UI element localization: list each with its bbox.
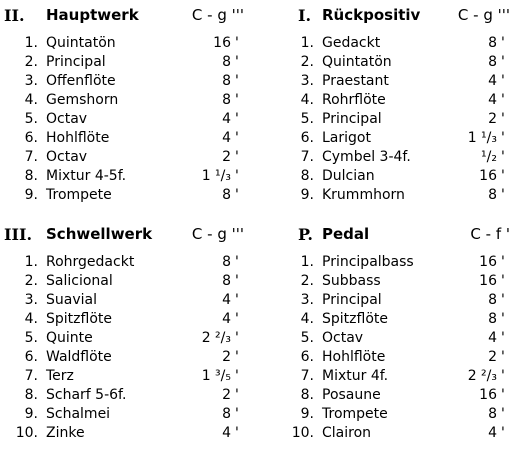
stop-name: Posaune bbox=[322, 387, 381, 403]
stop-pitch: 2 bbox=[488, 111, 497, 127]
stop-foot-mark: ' bbox=[235, 292, 239, 308]
stop-pitch: 8 bbox=[488, 311, 497, 327]
stop-number: 5. bbox=[300, 330, 314, 346]
stop-foot-mark: ' bbox=[235, 349, 239, 365]
stop-foot-mark: ' bbox=[235, 35, 239, 51]
division-rueckpositiv bbox=[274, 6, 516, 206]
stop-row bbox=[274, 291, 516, 310]
stop-name: Trompete bbox=[322, 406, 388, 422]
stop-pitch: 8 bbox=[222, 54, 231, 70]
stop-row bbox=[0, 186, 250, 205]
division-header bbox=[0, 6, 250, 25]
stop-row bbox=[274, 34, 516, 53]
division-hauptwerk bbox=[0, 6, 250, 206]
stop-number: 9. bbox=[300, 406, 314, 422]
stop-pitch: 8 bbox=[222, 73, 231, 89]
stop-foot-mark: ' bbox=[501, 35, 505, 51]
stop-name: Salicional bbox=[46, 273, 113, 289]
stop-pitch: 16 bbox=[479, 387, 497, 403]
stop-foot-mark: ' bbox=[501, 54, 505, 70]
stop-row bbox=[274, 272, 516, 291]
stop-foot-mark: ' bbox=[235, 187, 239, 203]
stop-row bbox=[0, 91, 250, 110]
stop-foot-mark: ' bbox=[501, 425, 505, 441]
stop-row bbox=[274, 310, 516, 329]
stop-name: Rohrflöte bbox=[322, 92, 386, 108]
stop-number: 8. bbox=[300, 168, 314, 184]
stop-pitch: 4 bbox=[488, 92, 497, 108]
stop-name: Principal bbox=[322, 292, 382, 308]
stop-row bbox=[0, 386, 250, 405]
division-numeral: II. bbox=[4, 6, 25, 25]
stop-name: Clairon bbox=[322, 425, 372, 441]
division-header bbox=[0, 225, 250, 244]
stop-name: Quintatön bbox=[322, 54, 392, 70]
stop-row bbox=[274, 253, 516, 272]
stop-pitch: 1 ³/₅ bbox=[201, 368, 231, 384]
stop-number: 6. bbox=[300, 349, 314, 365]
stop-foot-mark: ' bbox=[501, 254, 505, 270]
stop-number: 6. bbox=[300, 130, 314, 146]
stop-foot-mark: ' bbox=[235, 54, 239, 70]
stop-number: 1. bbox=[300, 35, 314, 51]
stop-name: Dulcian bbox=[322, 168, 375, 184]
stop-pitch: 16 bbox=[479, 254, 497, 270]
stop-name: Quintatön bbox=[46, 35, 116, 51]
stop-pitch: 8 bbox=[222, 187, 231, 203]
stop-row bbox=[274, 424, 516, 443]
division-name: Rückpositiv bbox=[322, 6, 421, 24]
stop-name: Spitzflöte bbox=[322, 311, 388, 327]
stop-foot-mark: ' bbox=[235, 73, 239, 89]
division-range: C - g ''' bbox=[191, 225, 244, 243]
stop-foot-mark: ' bbox=[235, 130, 239, 146]
stop-number: 9. bbox=[24, 187, 38, 203]
stop-name: Cymbel 3-4f. bbox=[322, 149, 411, 165]
stop-foot-mark: ' bbox=[501, 149, 505, 165]
stop-foot-mark: ' bbox=[235, 425, 239, 441]
stop-pitch: 16 bbox=[213, 35, 231, 51]
stop-foot-mark: ' bbox=[501, 311, 505, 327]
stop-name: Principal bbox=[322, 111, 382, 127]
stop-foot-mark: ' bbox=[501, 330, 505, 346]
stop-name: Hohlflöte bbox=[322, 349, 386, 365]
stop-foot-mark: ' bbox=[235, 273, 239, 289]
stop-number: 9. bbox=[300, 187, 314, 203]
stop-name: Scharf 5-6f. bbox=[46, 387, 127, 403]
stop-number: 4. bbox=[300, 92, 314, 108]
stop-pitch: 8 bbox=[222, 273, 231, 289]
division-schwellwerk bbox=[0, 225, 250, 445]
stop-number: 7. bbox=[300, 368, 314, 384]
stop-row bbox=[274, 72, 516, 91]
stop-row bbox=[0, 310, 250, 329]
division-name: Pedal bbox=[322, 225, 370, 243]
division-name: Schwellwerk bbox=[46, 225, 153, 243]
stop-row bbox=[274, 367, 516, 386]
stop-number: 2. bbox=[300, 273, 314, 289]
stop-pitch: 4 bbox=[222, 425, 231, 441]
stop-pitch: 1 ¹/₃ bbox=[201, 168, 231, 184]
stop-number: 3. bbox=[24, 73, 38, 89]
stop-row bbox=[0, 253, 250, 272]
stop-foot-mark: ' bbox=[501, 292, 505, 308]
stop-pitch: 8 bbox=[488, 292, 497, 308]
stop-foot-mark: ' bbox=[235, 330, 239, 346]
stop-number: 1. bbox=[24, 254, 38, 270]
stop-name: Hohlflöte bbox=[46, 130, 110, 146]
stop-name: Suavial bbox=[46, 292, 97, 308]
stop-foot-mark: ' bbox=[501, 187, 505, 203]
stop-name: Trompete bbox=[46, 187, 112, 203]
stop-number: 3. bbox=[300, 73, 314, 89]
stop-name: Schalmei bbox=[46, 406, 111, 422]
stop-row bbox=[0, 405, 250, 424]
stop-name: Principalbass bbox=[322, 254, 414, 270]
stop-pitch: 8 bbox=[488, 406, 497, 422]
stop-number: 6. bbox=[24, 349, 38, 365]
stop-foot-mark: ' bbox=[501, 368, 505, 384]
stop-foot-mark: ' bbox=[235, 111, 239, 127]
stop-number: 1. bbox=[300, 254, 314, 270]
stop-pitch: 2 bbox=[488, 349, 497, 365]
stop-foot-mark: ' bbox=[501, 130, 505, 146]
stop-row bbox=[0, 53, 250, 72]
stop-pitch: 16 bbox=[479, 273, 497, 289]
division-header bbox=[274, 225, 516, 244]
stop-name: Krummhorn bbox=[322, 187, 405, 203]
stop-name: Larigot bbox=[322, 130, 371, 146]
stop-number: 1. bbox=[24, 35, 38, 51]
stop-pitch: 2 bbox=[222, 387, 231, 403]
stop-foot-mark: ' bbox=[501, 92, 505, 108]
stop-foot-mark: ' bbox=[235, 254, 239, 270]
stop-row bbox=[0, 72, 250, 91]
stop-row bbox=[0, 148, 250, 167]
stop-name: Offenflöte bbox=[46, 73, 116, 89]
stop-pitch: 4 bbox=[488, 425, 497, 441]
stop-pitch: 4 bbox=[222, 311, 231, 327]
stop-number: 2. bbox=[24, 54, 38, 70]
stop-row bbox=[274, 167, 516, 186]
stop-number: 4. bbox=[24, 311, 38, 327]
stop-number: 8. bbox=[300, 387, 314, 403]
stop-name: Octav bbox=[46, 149, 88, 165]
stop-name: Praestant bbox=[322, 73, 389, 89]
stop-pitch: ¹/₂ bbox=[481, 149, 497, 165]
stop-pitch: 2 bbox=[222, 349, 231, 365]
stop-row bbox=[274, 348, 516, 367]
stop-row bbox=[0, 367, 250, 386]
stop-name: Terz bbox=[46, 368, 74, 384]
stop-foot-mark: ' bbox=[501, 349, 505, 365]
stop-name: Quinte bbox=[46, 330, 93, 346]
stop-foot-mark: ' bbox=[235, 406, 239, 422]
stop-name: Zinke bbox=[46, 425, 85, 441]
stop-number: 8. bbox=[24, 387, 38, 403]
stop-foot-mark: ' bbox=[235, 92, 239, 108]
stop-number: 2. bbox=[24, 273, 38, 289]
division-numeral: III. bbox=[4, 225, 33, 244]
stop-number: 3. bbox=[24, 292, 38, 308]
stop-row bbox=[0, 34, 250, 53]
stop-foot-mark: ' bbox=[501, 111, 505, 127]
division-header bbox=[274, 6, 516, 25]
stop-row bbox=[274, 129, 516, 148]
stop-row bbox=[0, 291, 250, 310]
stop-row bbox=[274, 91, 516, 110]
stop-number: 10. bbox=[15, 425, 38, 441]
stop-row bbox=[274, 186, 516, 205]
stop-foot-mark: ' bbox=[501, 73, 505, 89]
stop-number: 7. bbox=[24, 149, 38, 165]
division-pedal bbox=[274, 225, 516, 445]
stop-row bbox=[274, 110, 516, 129]
stop-name: Mixtur 4-5f. bbox=[46, 168, 127, 184]
stop-row bbox=[274, 386, 516, 405]
stop-pitch: 4 bbox=[222, 111, 231, 127]
stop-row bbox=[274, 53, 516, 72]
stop-name: Waldflöte bbox=[46, 349, 112, 365]
stop-row bbox=[0, 329, 250, 348]
stop-number: 2. bbox=[300, 54, 314, 70]
stop-foot-mark: ' bbox=[235, 168, 239, 184]
stop-pitch: 4 bbox=[488, 73, 497, 89]
stop-pitch: 8 bbox=[222, 92, 231, 108]
stop-name: Subbass bbox=[322, 273, 381, 289]
stop-row bbox=[0, 348, 250, 367]
stop-foot-mark: ' bbox=[501, 387, 505, 403]
stop-pitch: 8 bbox=[488, 54, 497, 70]
stop-pitch: 2 ²/₃ bbox=[467, 368, 497, 384]
stop-foot-mark: ' bbox=[501, 168, 505, 184]
division-numeral: I. bbox=[298, 6, 312, 25]
stop-row bbox=[274, 148, 516, 167]
division-range: C - g ''' bbox=[191, 6, 244, 24]
stop-number: 9. bbox=[24, 406, 38, 422]
division-name: Hauptwerk bbox=[46, 6, 139, 24]
stop-foot-mark: ' bbox=[235, 387, 239, 403]
stop-pitch: 2 bbox=[222, 149, 231, 165]
stop-name: Rohrgedackt bbox=[46, 254, 135, 270]
stop-row bbox=[0, 424, 250, 443]
stop-pitch: 16 bbox=[479, 168, 497, 184]
stop-number: 4. bbox=[300, 311, 314, 327]
stop-number: 7. bbox=[24, 368, 38, 384]
stop-number: 5. bbox=[24, 330, 38, 346]
stop-name: Mixtur 4f. bbox=[322, 368, 389, 384]
stop-name: Spitzflöte bbox=[46, 311, 112, 327]
stop-pitch: 4 bbox=[222, 130, 231, 146]
stop-row bbox=[0, 129, 250, 148]
stop-pitch: 1 ¹/₃ bbox=[467, 130, 497, 146]
stop-name: Gemshorn bbox=[46, 92, 119, 108]
stop-number: 4. bbox=[24, 92, 38, 108]
stop-foot-mark: ' bbox=[501, 406, 505, 422]
stop-pitch: 8 bbox=[222, 406, 231, 422]
stop-pitch: 8 bbox=[488, 35, 497, 51]
stop-pitch: 2 ²/₃ bbox=[201, 330, 231, 346]
division-numeral: P. bbox=[298, 225, 313, 244]
stop-name: Octav bbox=[46, 111, 88, 127]
stop-foot-mark: ' bbox=[235, 149, 239, 165]
stop-number: 6. bbox=[24, 130, 38, 146]
stop-foot-mark: ' bbox=[501, 273, 505, 289]
stop-number: 10. bbox=[291, 425, 314, 441]
stop-pitch: 8 bbox=[488, 187, 497, 203]
stop-number: 7. bbox=[300, 149, 314, 165]
stop-number: 5. bbox=[24, 111, 38, 127]
stop-pitch: 4 bbox=[488, 330, 497, 346]
stop-pitch: 8 bbox=[222, 254, 231, 270]
stop-name: Octav bbox=[322, 330, 364, 346]
stop-row bbox=[274, 329, 516, 348]
stop-pitch: 4 bbox=[222, 292, 231, 308]
division-range: C - g ''' bbox=[457, 6, 510, 24]
stop-foot-mark: ' bbox=[235, 368, 239, 384]
stop-row bbox=[0, 110, 250, 129]
stop-row bbox=[0, 272, 250, 291]
stop-name: Gedackt bbox=[322, 35, 381, 51]
stop-row bbox=[274, 405, 516, 424]
stop-number: 3. bbox=[300, 292, 314, 308]
stop-row bbox=[0, 167, 250, 186]
stop-number: 5. bbox=[300, 111, 314, 127]
division-range: C - f ' bbox=[470, 225, 510, 243]
stop-name: Principal bbox=[46, 54, 106, 70]
stop-number: 8. bbox=[24, 168, 38, 184]
stop-foot-mark: ' bbox=[235, 311, 239, 327]
